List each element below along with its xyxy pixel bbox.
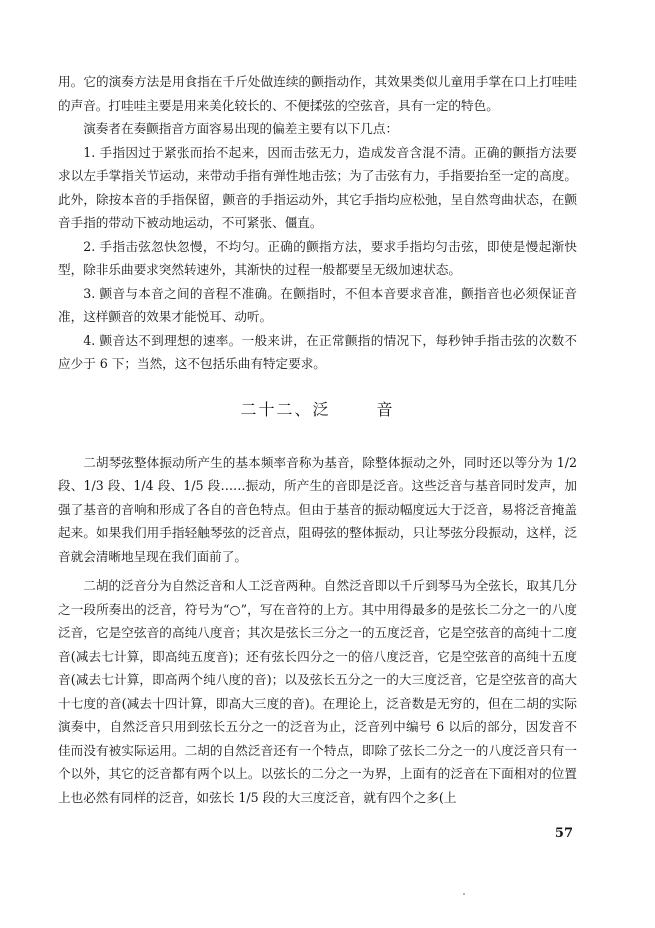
- paragraph-continuation: 用。它的演奏方法是用食指在千斤处做连续的颤指动作，其效果类似儿童用手掌在口上打哇哇的声音。打哇哇主要是用来美化较长的、不便揉弦的空弦音，具有一定的特色。: [58, 74, 577, 113]
- paragraph-intro-deviations: 演奏者在奏颤指音方面容易出现的偏差主要有以下几点：: [83, 121, 399, 136]
- paragraph-point-2: 2. 手指击弦忽快忽慢，不均匀。正确的颤指方法，要求手指均匀击弦，即使是慢起渐快型，除非乐曲要求突然转速外，其渐快的过程一般都要呈无级加速状态。: [58, 238, 577, 277]
- page-number: 57: [554, 826, 573, 841]
- section-heading-right: 音: [376, 399, 395, 419]
- section-heading-left: 二十二、泛: [240, 399, 331, 419]
- paragraph-harmonic-definition: 二胡琴弦整体振动所产生的基本频率音称为基音，除整体振动之外，同时还以等分为 1/2 段、1/3 段、1/4 段、1/5 段……振动，所产生的音即是泛音。这些泛音与基音同时发声，加强了基音的音响和形成了各自的音色特点。但由于基音的振动幅度远大于泛音，易将泛音掩盖起来。如果我们用手指轻触琴弦的泛音点，阻碍弦的整体振动，只让琴弦分段振动，这样，泛音就会清晰地呈现在我们面前了。: [58, 454, 577, 564]
- paragraph-point-1: 1. 手指因过于紧张而抬不起来，因而击弦无力，造成发音含混不清。正确的颤指方法要求以左手掌指关节运动，来带动手指有弹性地击弦；为了击弦有力，手指要抬至一定的高度。此外，除按本音的手指保留，颤音的手指运动外，其它手指均应松弛，呈自然弯曲状态，在颤音手指的带动下被动地运动，不可紧张、僵直。: [58, 144, 577, 230]
- paragraph-harmonic-types: 二胡的泛音分为自然泛音和人工泛音两种。自然泛音即以千斤到琴马为全弦长，取其几分之一段所奏出的泛音，符号为“○”，写在音符的上方。其中用得最多的是弦长二分之一的八度泛音，它是空弦音的高纯八度音；其次是弦长三分之一的五度泛音，它是空弦音的高纯十二度音(减去七计算，即高纯五度音)；还有弦长四分之一的倍八度泛音，它是空弦音的高纯十五度音(减去七计算，即高两个纯八度的音)；以及弦长五分之一的大三度泛音，它是空弦音的高大十七度的音(减去十四计算，即高大三度的音)。在理论上，泛音数是无穷的，但在二胡的实际演奏中，自然泛音只用到弦长五分之一的泛音为止，泛音列中编号 6 以后的部分，因发音不佳而没有被实际运用。二胡的自然泛音还有一个特点，即除了弦长二分之一的八度泛音只有一个以外，其它的泛音都有两个以上。以弦长的二分之一为界，上面有的泛音在下面相对的位置上也必然有同样的泛音，如弦长 1/5 段的大三度泛音，就有四个之多(上: [58, 578, 577, 805]
- paragraph-point-4: 4. 颤音达不到理想的速率。一般来讲，在正常颤指的情况下，每秒钟手指击弦的次数不应少于 6 下；当然，这不包括乐曲有特定要求。: [58, 332, 577, 371]
- paragraph-point-3: 3. 颤音与本音之间的音程不准确。在颤指时，不但本音要求音准，颤指音也必须保证音准，这样颤音的效果才能悦耳、动听。: [58, 285, 577, 324]
- scan-speck: [463, 893, 465, 895]
- section-heading: [58, 397, 577, 420]
